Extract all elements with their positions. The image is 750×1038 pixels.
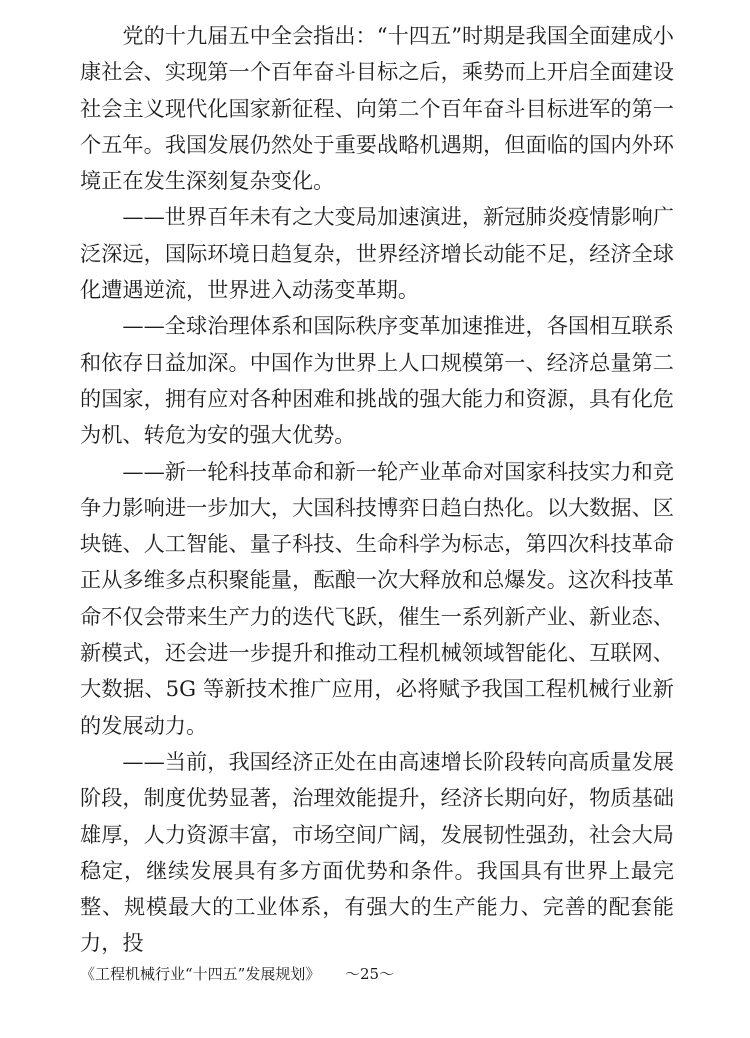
page-footer bbox=[80, 963, 674, 987]
paragraph-intro: 党的十九届五中全会指出：“十四五”时期是我国全面建成小康社会、实现第一个百年奋斗目标之后，乘势而上开启全面建设社会主义现代化国家新征程、向第二个百年奋斗目标进军的第一个五年。我国发展仍然处于重要战略机遇期，但面临的国内外环境正在发生深刻复杂变化。 bbox=[80, 23, 674, 194]
footer-document-title: 《工程机械行业“十四五”发展规划》 bbox=[80, 965, 321, 983]
paragraph-tech-revolution: ——新一轮科技革命和新一轮产业革命对国家科技实力和竞争力影响进一步加大，大国科技博弈日趋白热化。以大数据、区块链、人工智能、量子科技、生命科学为标志，第四次科技革命正从多维多点积聚能量，酝酿一次大释放和总爆发。这次科技革命不仅会带来生产力的迭代飞跃，催生一系列新产业、新业态、新模式，还会进一步提升和推动工程机械领域智能化、互联网、大数据、5G 等新技术推广应用，必将赋予我国工程机械行业新的发展动力。 bbox=[80, 458, 674, 738]
paragraph-global-governance: ——全球治理体系和国际秩序变革加速推进，各国相互联系和依存日益加深。中国作为世界上人口规模第一、经济总量第二的国家，拥有应对各种困难和挑战的强大能力和资源，具有化危为机、转危为安的强大优势。 bbox=[80, 313, 674, 448]
paragraph-domestic-economy: ——当前，我国经济正处在由高速增长阶段转向高质量发展阶段，制度优势显著，治理效能提升，经济长期向好，物质基础雄厚，人力资源丰富，市场空间广阔，发展韧性强劲，社会大局稳定，继续发展具有多方面优势和条件。我国具有世界上最完整、规模最大的工业体系，有强大的生产能力、完善的配套能力，投 bbox=[80, 748, 674, 956]
footer-page-number: ～25～ bbox=[345, 965, 395, 983]
body-text bbox=[80, 18, 674, 962]
paragraph-world-change: ——世界百年未有之大变局加速演进，新冠肺炎疫情影响广泛深远，国际环境日趋复杂，世界经济增长动能不足，经济全球化遭遇逆流，世界进入动荡变革期。 bbox=[80, 204, 674, 303]
